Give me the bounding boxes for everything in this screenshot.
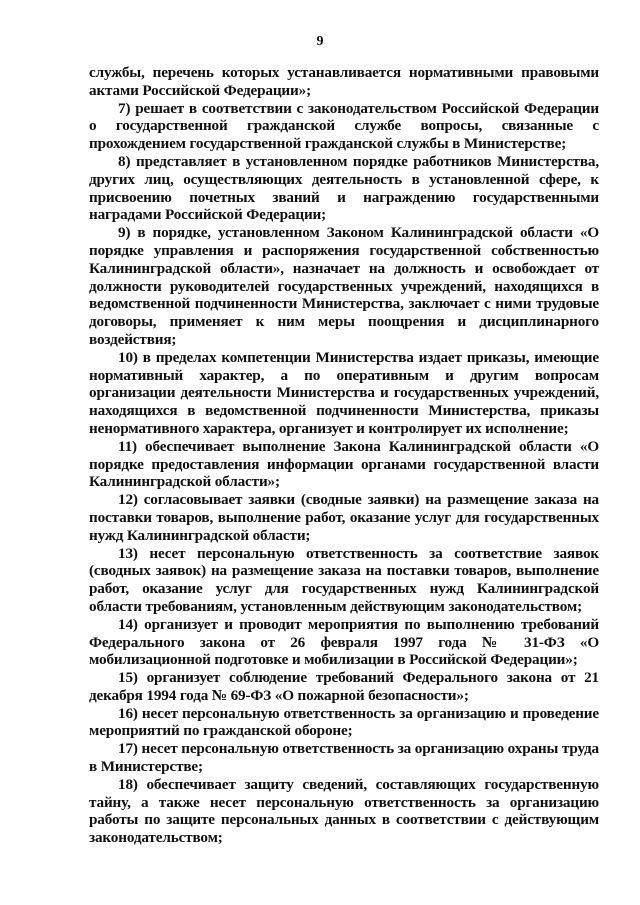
- paragraph-item-7: 7) решает в соответствии с законодательством Российской Федерации о государственной гражданской службе вопросы, связанные с прохождением государственной гражданской службы в Министерстве;: [89, 99, 599, 153]
- paragraph-item-8: 8) представляет в установленном порядке работников Министерства, других лиц, осуществляющих деятельность в установленной сфере, к присвоению почетных званий и награждению государственными наградами Российской Федерации;: [89, 152, 599, 224]
- paragraph-item-13: 13) несет персональную ответственность за соответствие заявок (сводных заявок) на размещение заказа на поставки товаров, выполнение работ, оказание услуг для государственных нужд Калининградской области требованиям, установленным действующим законодательством;: [89, 544, 599, 615]
- paragraph-item-10: 10) в пределах компетенции Министерства издает приказы, имеющие нормативный характер, а по оперативным и другим вопросам организации деятельности Министерства и государственных учреждений, находящихся в ведомственной подчиненности Министерства, приказы ненормативного характера, организует и контролирует их исполнение;: [89, 348, 599, 437]
- paragraph-item-18: 18) обеспечивает защиту сведений, составляющих государственную тайну, а также несет персональную ответственность за организацию работы по защите персональных данных в соответствии с действующим законодательством;: [89, 775, 599, 847]
- paragraph-item-16: 16) несет персональную ответственность за организацию и проведение мероприятий по гражданской обороне;: [89, 704, 599, 740]
- paragraph-item-12: 12) согласовывает заявки (сводные заявки) на размещение заказа на поставки товаров, выполнение работ, оказание услуг для государственных нужд Калининградской области;: [89, 491, 599, 544]
- paragraph-item-17: 17) несет персональную ответственность за организацию охраны труда в Министерстве;: [89, 740, 599, 776]
- paragraph-item-9: 9) в порядке, установленном Законом Калининградской области «О порядке управления и распоряжения государственной собственностью Калининградской области», назначает на должность и освобождает от должности руководителей государственных учреждений, находящихся в ведомственной подчиненности Министерства, заключает с ними трудовые договоры, применяет к ним меры поощрения и дисциплинарного воздействия;: [89, 224, 599, 348]
- paragraph-item-14: 14) организует и проводит мероприятия по выполнению требований Федерального закона от 26 февраля 1997 года № 31-ФЗ «О мобилизационной подготовке и мобилизации в Российской Федерации»;: [89, 615, 599, 669]
- paragraph-item-11: 11) обеспечивает выполнение Закона Калининградской области «О порядке предоставления информации органами государственной власти Калининградской области»;: [89, 437, 599, 491]
- page-number: 9: [316, 34, 324, 49]
- paragraph-continuation: службы, перечень которых устанавливается нормативными правовыми актами Российской Федерации»;: [89, 64, 599, 99]
- document-body: [89, 64, 599, 847]
- paragraph-item-15: 15) организует соблюдение требований Федерального закона от 21 декабря 1994 года № 69-ФЗ «О пожарной безопасности»;: [89, 669, 599, 704]
